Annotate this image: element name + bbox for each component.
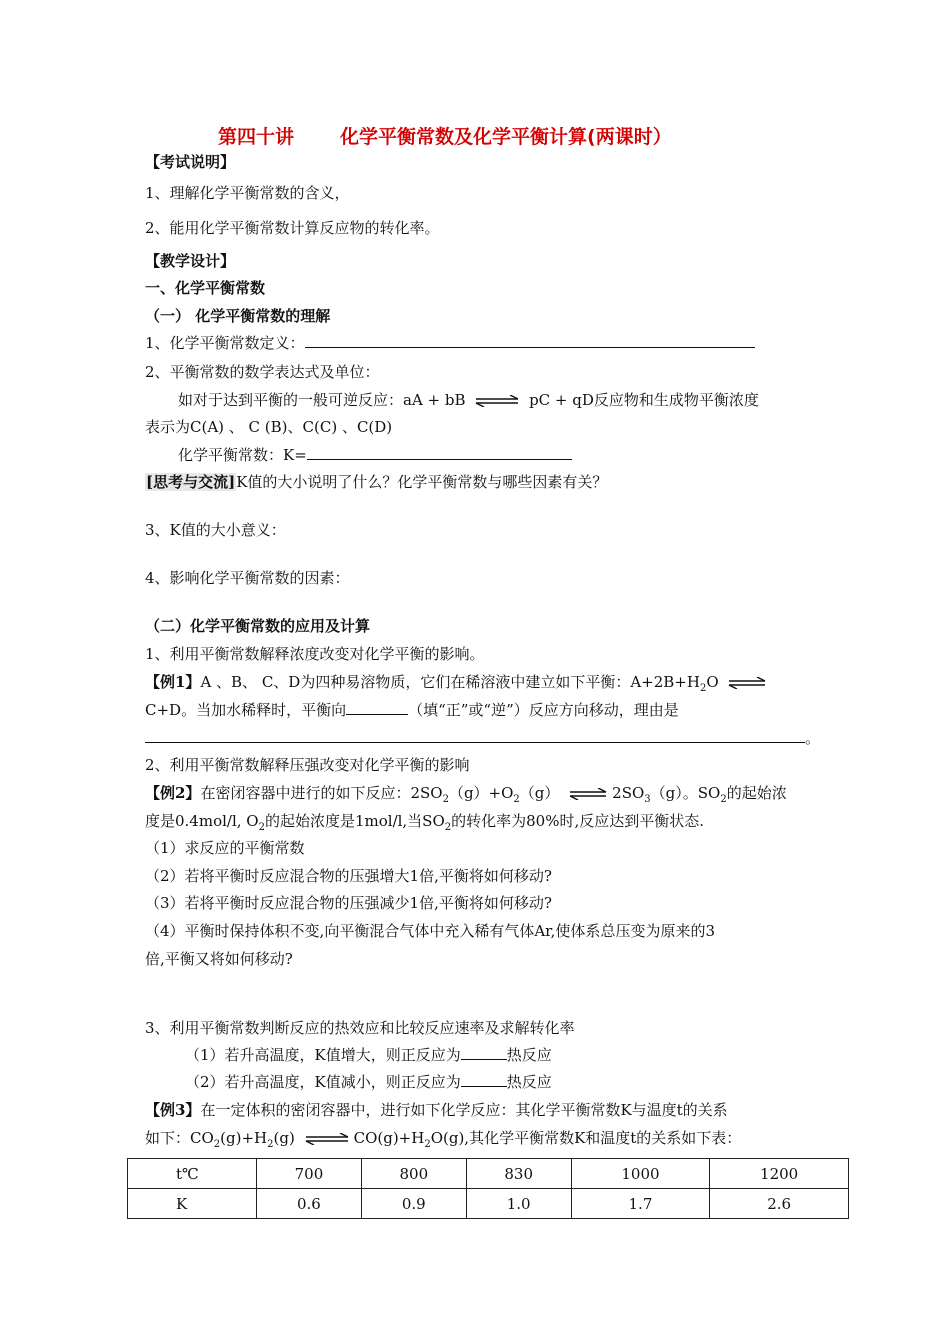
table-row-k [128,1189,849,1219]
sub1-heading: （一） 化学平衡常数的理解 [145,307,331,325]
example-1-line2b: （填“正”或“逆”）反应方向移动，理由是 [408,701,679,719]
table-cell: 1.7 [571,1189,710,1219]
application-2: 2、利用平衡常数解释压强改变对化学平衡的影响 [145,756,470,774]
example-1-tag: 【例1】 [145,673,201,691]
reaction-line [178,390,759,410]
table-cell: 1.0 [466,1189,571,1219]
example-1-end: 。 [805,729,821,747]
example-1-line2a: C+D。当加水稀释时，平衡向 [145,701,347,719]
example-2-q4b: 倍,平衡又将如何移动? [145,950,293,968]
heat-blank-1[interactable] [461,1045,507,1060]
application-1: 1、利用平衡常数解释浓度改变对化学平衡的影响。 [145,645,485,663]
think-line [145,472,607,492]
part1-heading: 一、化学平衡常数 [145,279,266,297]
subscript: 2 [444,822,452,833]
think-text: K值的大小说明了什么？化学平衡常数与哪些因素有关？ [236,473,608,491]
equilibrium-arrow-icon [568,788,608,800]
exam-item-2: 2、能用化学平衡常数计算反应物的转化率。 [145,219,440,237]
app3-2-label: （2）若升高温度，K值减小，则正反应为 [185,1073,461,1091]
example-2-tag: 【例2】 [145,784,201,802]
example-2-line2b: 的起始浓度是1mol/l,当SO [264,812,445,830]
subscript: 2 [258,822,265,833]
example-3-line1 [145,1100,728,1120]
example-1-reason [145,728,820,748]
table-cell: K [128,1189,257,1219]
table-cell: 0.9 [361,1189,466,1219]
example-2-a: 在密闭容器中进行的如下反应：2SO [200,784,443,802]
title-topic: 化学平衡常数及化学平衡计算(两课时） [340,126,672,148]
exam-heading: 【考试说明】 [145,153,236,171]
equilibrium-arrow-icon [474,395,520,407]
app3-2-tail: 热反应 [506,1073,552,1091]
application-3-item2 [185,1072,552,1092]
example-1-line2 [145,700,679,720]
example-2-c: （g） [519,784,560,802]
direction-blank[interactable] [346,700,408,715]
example-2-line2c: 的转化率为80%时,反应达到平衡状态. [451,812,705,830]
example-2-f: 的起始浓 [726,784,787,802]
reaction-rest: pC + qD反应物和生成物平衡浓度 [529,391,759,409]
q1-label: 1、化学平衡常数定义： [145,334,305,352]
example-2-line2a: 度是0.4mol/l, O [145,812,259,830]
example-3-text: 在一定体积的密闭容器中，进行如下化学反应：其化学平衡常数K与温度t的关系 [200,1101,728,1119]
table-cell: 2.6 [710,1189,849,1219]
example-3-l2b: (g)+H [220,1129,268,1147]
equilibrium-arrow-icon [304,1133,350,1145]
table-row-temperature [128,1159,849,1189]
example-3-l2e: O(g),其化学平衡常数K和温度t的关系如下表： [430,1129,742,1147]
exam-item-1: 1、理解化学平衡常数的含义， [145,184,350,202]
example-3-l2a: 如下：CO [145,1129,214,1147]
think-tag: [思考与交流] [146,473,236,491]
example-1-o: O [706,673,719,691]
concentration-line: 表示为C(A) 、 C (B)、C(C) 、C(D) [145,418,393,436]
subscript: 2 [513,794,520,805]
design-heading: 【教学设计】 [145,252,236,270]
k-blank[interactable] [307,445,572,460]
sub2-heading: （二）化学平衡常数的应用及计算 [145,617,371,635]
reason-blank[interactable] [145,728,805,743]
example-3-l2d: CO(g)+H [353,1129,425,1147]
k-temperature-table [127,1158,849,1219]
app3-1-tail: 热反应 [506,1046,552,1064]
k-label: 化学平衡常数：K= [178,446,307,464]
subscript: 2 [442,794,449,805]
answer-blank[interactable] [305,333,755,348]
example-1-text: A 、B、 C、D为四种易溶物质，它们在稀溶液中建立如下平衡：A+2B+H [200,673,700,691]
q3-meaning: 3、K值的大小意义： [145,521,286,539]
subscript: 2 [699,683,707,694]
table-cell: 0.6 [257,1189,362,1219]
example-2-q3: （3）若将平衡时反应混合物的压强减少1倍,平衡将如何移动? [145,894,552,912]
subscript: 3 [644,794,651,805]
heat-blank-2[interactable] [461,1072,507,1087]
example-2-b: （g）+O [448,784,514,802]
example-2-q2: （2）若将平衡时反应混合物的压强增大1倍,平衡将如何移动? [145,867,552,885]
table-cell: 1000 [571,1159,710,1189]
reaction-intro: 如对于达到平衡的一般可逆反应：aA + bB [178,391,466,409]
app3-1-label: （1）若升高温度，K值增大，则正反应为 [185,1046,461,1064]
example-2-line1 [145,783,787,810]
subscript: 2 [424,1139,431,1150]
subscript: 2 [213,1139,221,1150]
example-2-d: 2SO [612,784,645,802]
subscript: 2 [267,1139,274,1150]
table-cell: 1200 [710,1159,849,1189]
table-cell: 830 [466,1159,571,1189]
application-3-item1 [185,1045,552,1065]
example-2-e: （g）。SO [650,784,721,802]
subscript: 2 [720,794,727,805]
example-3-tag: 【例3】 [145,1101,201,1119]
q1-definition [145,333,755,353]
example-2-q4a: （4）平衡时保持体积不变,向平衡混合气体中充入稀有气体Ar,使体系总压变为原来的3 [145,922,715,940]
example-3-l2c: (g) [273,1129,295,1147]
application-3: 3、利用平衡常数判断反应的热效应和比较反应速率及求解转化率 [145,1019,575,1037]
example-2-q1: （1）求反应的平衡常数 [145,839,305,857]
k-expression [178,445,572,465]
equilibrium-arrow-icon [727,677,767,689]
example-3-line2 [145,1128,741,1155]
title-lecture: 第四十讲 [218,126,295,148]
q2-expression: 2、平衡常数的数学表达式及单位： [145,363,380,381]
table-cell: t℃ [128,1159,257,1189]
table-cell: 800 [361,1159,466,1189]
table-cell: 700 [257,1159,362,1189]
page-title [218,122,672,149]
example-2-line2 [145,811,704,838]
q4-factors: 4、影响化学平衡常数的因素： [145,569,350,587]
example-1-line1 [145,672,771,699]
